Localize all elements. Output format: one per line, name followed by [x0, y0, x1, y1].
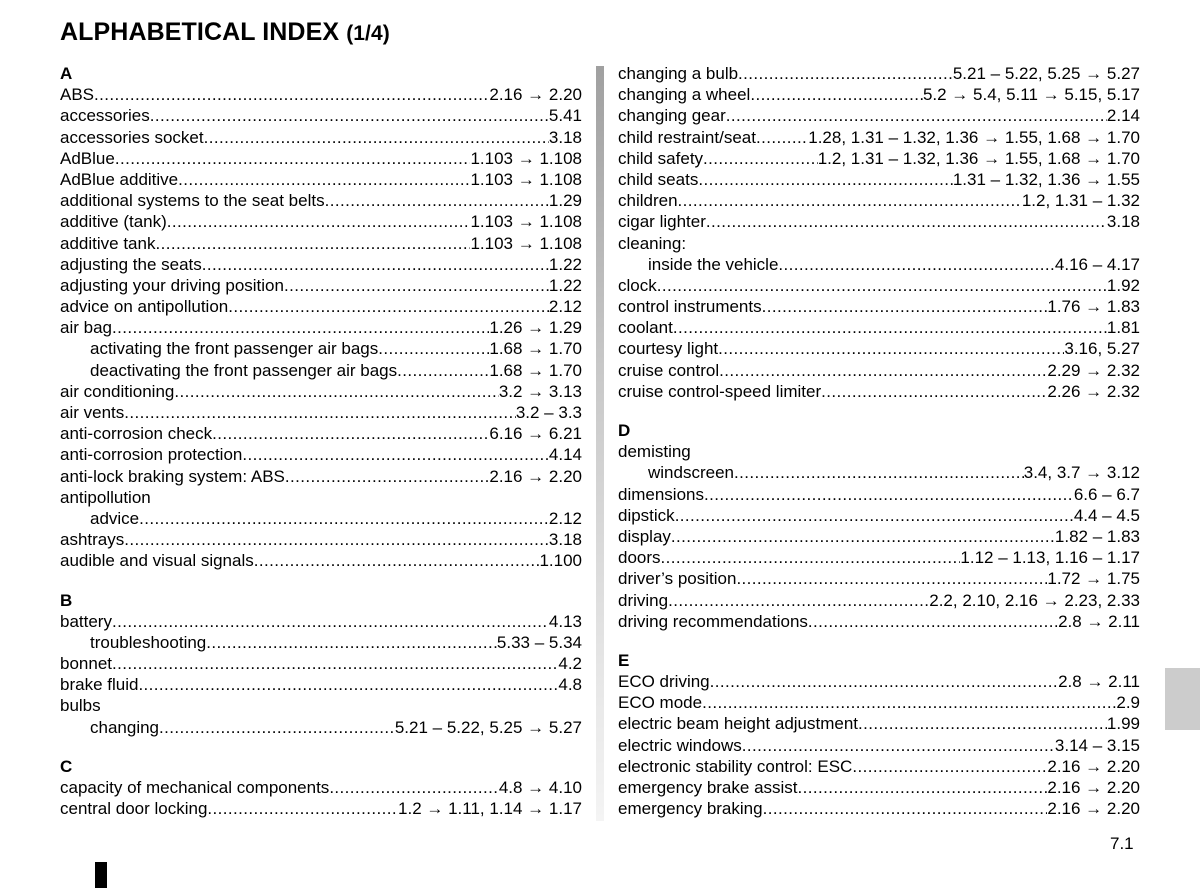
index-entry: [618, 547, 1140, 568]
dot-leader: [726, 105, 1107, 126]
index-term: changing gear: [618, 106, 726, 126]
index-term: display: [618, 526, 671, 546]
index-entry: [60, 529, 582, 550]
index-entry: [618, 84, 1140, 105]
index-entry: [60, 653, 582, 674]
index-sub-entry: [618, 254, 1140, 275]
dot-leader: [657, 275, 1107, 296]
index-page-ref: 2.26 → 2.32: [1047, 381, 1140, 401]
index-entry: [60, 402, 582, 423]
index-page-ref: 4.14: [548, 445, 582, 465]
index-entry: [60, 275, 582, 296]
dot-leader: [706, 211, 1107, 232]
index-entry: [60, 423, 582, 444]
index-term: bonnet: [60, 654, 112, 674]
index-entry: [618, 211, 1140, 232]
index-term: AdBlue additive: [60, 169, 179, 189]
index-term: central door locking: [60, 799, 208, 819]
index-entry: [618, 63, 1140, 84]
index-term: accessories socket: [60, 127, 204, 147]
index-entry: [60, 254, 582, 275]
index-term: coolant: [618, 318, 673, 338]
dot-leader: [756, 127, 808, 148]
index-term: emergency braking: [618, 799, 763, 819]
crop-mark: [95, 862, 107, 888]
index-page-ref: 2.8 → 2.11: [1058, 672, 1140, 692]
index-page-ref: 4.8: [558, 675, 582, 695]
index-term: adjusting your driving position: [60, 275, 284, 295]
index-page-ref: 1.92: [1106, 275, 1140, 295]
index-entry: [60, 84, 582, 105]
index-term: advice on antipollution: [60, 297, 229, 317]
index-term: cruise control: [618, 360, 720, 380]
index-sub-entry: [60, 717, 582, 738]
index-page-ref: 2.16 → 2.20: [1047, 799, 1140, 819]
index-term: troubleshooting: [90, 632, 207, 652]
index-entry: [60, 169, 582, 190]
index-term: anti-corrosion protection: [60, 445, 243, 465]
index-page-ref: 2.16 → 2.20: [1047, 778, 1140, 797]
index-entry: [618, 568, 1140, 589]
index-entry: [60, 550, 582, 571]
index-entry: [618, 233, 1140, 254]
index-term: children: [618, 191, 678, 211]
index-page-ref: 1.68 → 1.70: [489, 339, 582, 359]
dot-leader: [852, 756, 1047, 777]
index-entry: [618, 505, 1140, 526]
index-page-ref: 4.4 – 4.5: [1073, 505, 1140, 525]
index-page-ref: 1.26 → 1.29: [489, 318, 582, 338]
index-term: air bag: [60, 318, 112, 338]
dot-leader: [228, 296, 549, 317]
index-page-ref: 4.8 → 4.10: [498, 778, 582, 797]
dot-leader: [798, 777, 1048, 798]
dot-leader: [763, 798, 1048, 819]
index-page-ref: 1.2, 1.31 – 1.32: [1021, 191, 1140, 211]
index-entry: [60, 466, 582, 487]
index-page-ref: 4.13: [548, 611, 582, 631]
index-entry: [60, 444, 582, 465]
index-entry: [618, 296, 1140, 317]
index-entry: [618, 735, 1140, 756]
dot-leader: [702, 692, 1116, 713]
index-entry: [60, 127, 582, 148]
index-page-ref: 2.12: [548, 297, 582, 317]
dot-leader: [750, 84, 923, 105]
index-page-ref: 1.82 – 1.83: [1054, 526, 1140, 546]
index-page-ref: 1.28, 1.31 – 1.32, 1.36 → 1.55, 1.68 → 1.70: [808, 127, 1140, 147]
dot-leader: [138, 674, 558, 695]
index-term: accessories: [60, 106, 150, 126]
index-page-ref: 1.29: [548, 191, 582, 211]
index-page-ref: 2.8 → 2.11: [1058, 611, 1140, 631]
dot-leader: [671, 526, 1055, 547]
index-term: ECO driving: [618, 672, 710, 692]
index-term: changing a wheel: [618, 85, 751, 105]
index-page-ref: 2.9: [1116, 693, 1140, 713]
index-page-ref: 2.16 → 2.20: [489, 85, 582, 105]
index-term: driving: [618, 590, 669, 610]
index-entry: [618, 798, 1140, 819]
index-sub-entry: [60, 632, 582, 653]
dot-leader: [736, 568, 1047, 589]
index-letter-group: [618, 650, 1140, 820]
index-entry: [60, 798, 582, 819]
index-entry: [60, 674, 582, 695]
index-term: bulbs: [60, 696, 101, 716]
index-entry: [618, 275, 1140, 296]
index-page-ref: 1.103 → 1.108: [470, 148, 582, 168]
dot-leader: [124, 402, 516, 423]
index-term: ashtrays: [60, 530, 125, 550]
page-title: [60, 18, 390, 47]
index-letter-heading: A: [60, 64, 73, 83]
index-term: additive tank: [60, 233, 156, 253]
index-page-ref: 1.22: [548, 254, 582, 274]
index-page-ref: 1.12 – 1.13, 1.16 – 1.17: [960, 548, 1140, 568]
index-term: dipstick: [618, 505, 675, 525]
page-title-part: (1/4): [346, 22, 390, 45]
index-term: deactivating the front passenger air bags: [90, 360, 398, 380]
index-term: air vents: [60, 403, 125, 422]
dot-leader: [698, 169, 953, 190]
index-entry: [60, 381, 582, 402]
index-page-ref: 3.2 → 3.13: [498, 381, 582, 401]
index-term: inside the vehicle: [648, 254, 779, 274]
dot-leader: [734, 462, 1024, 483]
index-column-left: [60, 63, 582, 819]
index-page-ref: 3.18: [1106, 212, 1140, 232]
index-entry: [618, 148, 1140, 169]
dot-leader: [661, 547, 961, 568]
index-term: ABS: [60, 85, 95, 105]
index-sub-entry: [618, 462, 1140, 483]
index-sub-entry: [60, 360, 582, 381]
index-letter-group: [618, 63, 1140, 402]
index-page-ref: 1.72 → 1.75: [1047, 569, 1140, 589]
index-entry: [618, 381, 1140, 402]
dot-leader: [207, 798, 398, 819]
dot-leader: [718, 338, 1064, 359]
index-page-ref: 3.2 – 3.3: [515, 403, 582, 422]
index-page-ref: 1.103 → 1.108: [470, 233, 582, 253]
dot-leader: [673, 317, 1107, 338]
dot-leader: [704, 484, 1074, 505]
index-sub-entry: [60, 508, 582, 529]
index-term: child restraint/seat: [618, 127, 756, 147]
column-divider: [596, 66, 604, 821]
index-entry: [618, 484, 1140, 505]
dot-leader: [710, 671, 1058, 692]
index-term: ECO mode: [618, 693, 703, 713]
dot-leader: [397, 360, 489, 381]
dot-leader: [167, 211, 471, 232]
index-page-ref: 3.18: [548, 127, 582, 147]
index-entry: [618, 611, 1140, 632]
dot-leader: [178, 169, 470, 190]
index-letter-heading: D: [618, 421, 631, 440]
index-term: cleaning:: [618, 233, 687, 253]
index-term: changing: [90, 717, 160, 737]
index-entry: [618, 441, 1140, 462]
dot-leader: [254, 550, 540, 571]
index-term: air conditioning: [60, 381, 175, 401]
index-term: windscreen: [648, 463, 734, 483]
index-page-ref: 5.33 – 5.34: [496, 632, 582, 652]
dot-leader: [112, 317, 489, 338]
index-term: cigar lighter: [618, 212, 706, 232]
index-term: anti-lock braking system: ABS: [60, 466, 285, 486]
index-page-ref: 1.2 → 1.11, 1.14 → 1.17: [398, 799, 582, 819]
index-term: adjusting the seats: [60, 254, 202, 274]
index-term: cruise control-speed limiter: [618, 381, 822, 401]
dot-leader: [284, 275, 549, 296]
index-term: electric windows: [618, 735, 742, 755]
index-page-ref: 5.21 – 5.22, 5.25 → 5.27: [952, 64, 1140, 83]
index-term: additive (tank): [60, 212, 167, 232]
index-page-ref: 1.31 – 1.32, 1.36 → 1.55: [952, 169, 1140, 189]
index-entry: [60, 695, 582, 716]
index-term: control instruments: [618, 297, 762, 317]
index-page-ref: 2.2, 2.10, 2.16 → 2.23, 2.33: [929, 590, 1140, 610]
index-page-ref: 2.16 → 2.20: [1047, 756, 1140, 776]
dot-leader: [206, 632, 497, 653]
index-letter-heading: C: [60, 756, 73, 776]
index-term: driving recommendations: [618, 611, 808, 631]
index-entry: [618, 360, 1140, 381]
index-page-ref: 1.103 → 1.108: [470, 169, 582, 189]
index-term: clock: [618, 275, 657, 295]
dot-leader: [668, 590, 929, 611]
index-entry: [60, 611, 582, 632]
dot-leader: [378, 338, 489, 359]
dot-leader: [778, 254, 1055, 275]
index-page-ref: 1.76 → 1.83: [1047, 297, 1140, 317]
index-entry: [60, 148, 582, 169]
index-entry: [618, 692, 1140, 713]
index-entry: [618, 671, 1140, 692]
index-page-ref: 2.14: [1106, 106, 1140, 126]
index-term: additional systems to the seat belts: [60, 191, 325, 211]
index-entry: [618, 590, 1140, 611]
index-entry: [60, 296, 582, 317]
index-term: doors: [618, 548, 661, 568]
index-entry: [618, 526, 1140, 547]
index-entry: [618, 190, 1140, 211]
dot-leader: [742, 735, 1055, 756]
index-entry: [618, 169, 1140, 190]
index-entry: [60, 777, 582, 798]
dot-leader: [808, 611, 1058, 632]
dot-leader: [762, 296, 1048, 317]
index-letter-heading: E: [618, 650, 630, 670]
index-page-ref: 1.100: [539, 551, 582, 571]
index-entry: [618, 756, 1140, 777]
index-term: AdBlue: [60, 148, 115, 168]
index-page-ref: 1.68 → 1.70: [489, 360, 582, 380]
index-term: child safety: [618, 148, 704, 168]
index-page-ref: 3.18: [548, 530, 582, 550]
index-term: anti-corrosion check: [60, 424, 213, 444]
index-letter-group: [60, 756, 582, 820]
dot-leader: [202, 254, 549, 275]
index-term: changing a bulb: [618, 64, 739, 83]
index-term: electronic stability control: ESC: [618, 756, 853, 776]
index-term: emergency brake assist: [618, 778, 798, 797]
dot-leader: [212, 423, 489, 444]
dot-leader: [155, 233, 470, 254]
index-term: demisting: [618, 442, 691, 462]
dot-leader: [325, 190, 549, 211]
section-thumb-tab: [1165, 668, 1200, 730]
page-title-main: ALPHABETICAL INDEX: [60, 18, 340, 46]
index-page-ref: 5.2 → 5.4, 5.11 → 5.15, 5.17: [922, 85, 1140, 105]
dot-leader: [139, 508, 549, 529]
index-page-ref: 5.41: [548, 106, 582, 126]
index-page-ref: 3.4, 3.7 → 3.12: [1023, 463, 1140, 483]
index-term: audible and visual signals: [60, 551, 254, 571]
index-term: capacity of mechanical components: [60, 778, 330, 797]
dot-leader: [678, 190, 1022, 211]
index-term: driver’s position: [618, 569, 737, 589]
index-letter-group: [60, 590, 582, 738]
index-entry: [60, 487, 582, 508]
index-entry: [618, 338, 1140, 359]
dot-leader: [703, 148, 818, 169]
index-term: brake fluid: [60, 675, 139, 695]
index-page-ref: 1.103 → 1.108: [470, 212, 582, 232]
index-page-ref: 3.14 – 3.15: [1054, 735, 1140, 755]
index-entry: [618, 317, 1140, 338]
index-term: dimensions: [618, 484, 704, 504]
index-letter-group: [618, 420, 1140, 632]
index-page-ref: 1.99: [1106, 714, 1140, 734]
index-term: child seats: [618, 169, 699, 189]
index-entry: [60, 211, 582, 232]
index-term: electric beam height adjustment: [618, 714, 859, 734]
dot-leader: [174, 381, 498, 402]
index-page-ref: 2.29 → 2.32: [1047, 360, 1140, 380]
index-page-ref: 1.2, 1.31 – 1.32, 1.36 → 1.55, 1.68 → 1.70: [817, 148, 1140, 168]
dot-leader: [821, 381, 1047, 402]
dot-leader: [858, 713, 1107, 734]
dot-leader: [285, 466, 490, 487]
index-entry: [618, 713, 1140, 734]
index-page-ref: 4.2: [558, 654, 582, 674]
index-page-ref: 3.16, 5.27: [1064, 339, 1140, 359]
index-entry: [60, 233, 582, 254]
dot-leader: [94, 84, 489, 105]
index-column-right: [618, 63, 1140, 819]
dot-leader: [115, 148, 471, 169]
index-entry: [618, 777, 1140, 798]
dot-leader: [204, 127, 549, 148]
index-letter-heading: B: [60, 590, 73, 610]
index-letter-group: [60, 63, 582, 572]
index-page-ref: 2.12: [548, 508, 582, 528]
index-entry: [618, 127, 1140, 148]
index-term: antipollution: [60, 487, 151, 507]
dot-leader: [124, 529, 549, 550]
index-entry: [618, 105, 1140, 126]
index-entry: [60, 190, 582, 211]
index-page-ref: 4.16 – 4.17: [1054, 254, 1140, 274]
dot-leader: [112, 653, 558, 674]
dot-leader: [675, 505, 1074, 526]
dot-leader: [112, 611, 549, 632]
index-term: activating the front passenger air bags: [90, 339, 379, 359]
index-page-ref: 1.22: [548, 275, 582, 295]
index-entry: [60, 317, 582, 338]
index-term: courtesy light: [618, 339, 719, 359]
dot-leader: [159, 717, 395, 738]
index-term: battery: [60, 611, 112, 631]
dot-leader: [242, 444, 549, 465]
dot-leader: [738, 63, 953, 84]
index-page-ref: 6.6 – 6.7: [1073, 484, 1140, 504]
index-term: advice: [90, 508, 140, 528]
dot-leader: [719, 360, 1047, 381]
dot-leader: [329, 777, 499, 798]
index-page-ref: 6.16 → 6.21: [489, 424, 582, 444]
dot-leader: [150, 105, 549, 126]
index-entry: [60, 105, 582, 126]
page-number: 7.1: [1110, 834, 1134, 853]
index-page-ref: 2.16 → 2.20: [489, 466, 582, 486]
index-page-ref: 1.81: [1106, 318, 1140, 338]
index-page-ref: 5.21 – 5.22, 5.25 → 5.27: [394, 717, 582, 737]
index-sub-entry: [60, 338, 582, 359]
